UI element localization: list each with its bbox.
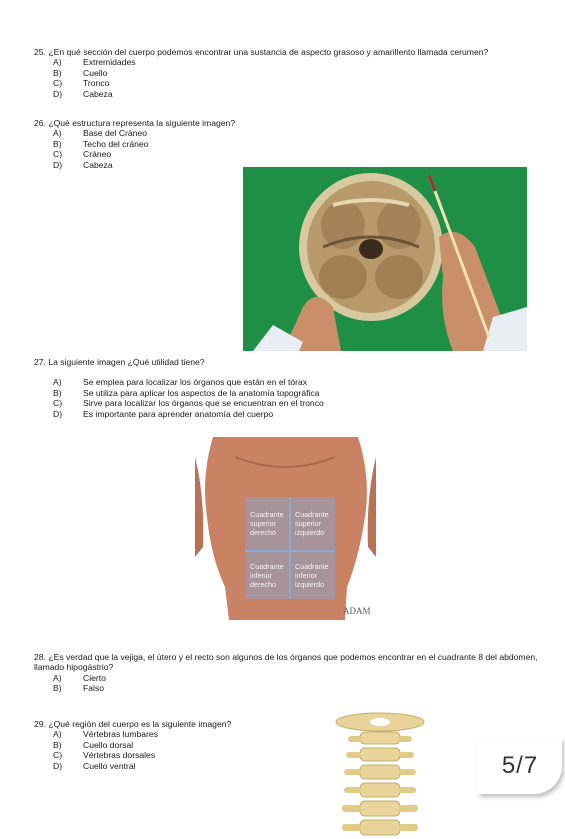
quadrant-upper-left-line2: superior bbox=[295, 519, 321, 528]
skull-base-illustration bbox=[243, 167, 527, 351]
question-27-option-c[interactable]: C) Sirve para localizar los órganos que se encuentran en el tronco bbox=[53, 398, 324, 409]
question-26-option-c[interactable]: C) Cráneo bbox=[53, 149, 112, 160]
question-26-text: 26. ¿Qué estructura representa la siguiente imagen? bbox=[34, 118, 236, 128]
question-29-option-c[interactable]: C) Vértebras dorsales bbox=[53, 750, 156, 761]
question-26-option-a[interactable]: A) Base del Cráneo bbox=[53, 128, 148, 139]
question-28 bbox=[34, 652, 544, 694]
quadrant-upper-right-line3: derecho bbox=[250, 528, 276, 537]
question-25-option-c[interactable]: C) Tronco bbox=[53, 78, 110, 89]
question-28-option-a[interactable]: A) Cierto bbox=[53, 672, 106, 683]
quadrant-lower-right-line3: derecho bbox=[250, 580, 276, 589]
question-25-option-a[interactable]: A) Extremidades bbox=[53, 57, 136, 68]
question-28-option-b[interactable]: B) Falso bbox=[53, 683, 105, 694]
quadrant-lower-left-line2: inferior bbox=[295, 571, 317, 580]
question-27-text: 27. La siguiente imagen ¿Qué utilidad tiene? bbox=[34, 357, 205, 367]
question-25-option-b[interactable]: B) Cuello bbox=[53, 67, 108, 78]
quadrant-upper-right-line2: superior bbox=[250, 519, 276, 528]
question-27-option-a[interactable]: A) Se emplea para localizar los órganos que están en el tórax bbox=[53, 377, 308, 388]
question-26 bbox=[34, 118, 235, 170]
question-25 bbox=[34, 47, 488, 99]
quadrant-lower-left-line1: Cuadrante bbox=[295, 562, 329, 571]
vertebrae-illustration bbox=[330, 712, 430, 839]
quadrant-lower-right-line2: inferior bbox=[250, 571, 272, 580]
vertebrae-svg bbox=[330, 712, 430, 839]
quadrant-upper-left-line1: Cuadrante bbox=[295, 510, 329, 519]
question-29-option-d[interactable]: D) Cuello ventral bbox=[53, 760, 136, 771]
quadrant-upper-right-line1: Cuadrante bbox=[250, 510, 284, 519]
abdomen-quadrants-svg bbox=[195, 437, 376, 620]
skull-base-photo bbox=[243, 167, 527, 351]
question-26-option-b[interactable]: B) Techo del cráneo bbox=[53, 138, 149, 149]
question-28-text: 28. ¿Es verdad que la vejiga, el útero y el recto son algunos de los órganos que podemos encontrar en el cuadrante 8 del abdomen, llamado hipogástrio? bbox=[34, 652, 538, 673]
question-29 bbox=[34, 719, 231, 771]
question-29-option-b[interactable]: B) Cuello dorsal bbox=[53, 739, 134, 750]
quadrant-lower-left-line3: izquierdo bbox=[295, 580, 325, 589]
adam-logo-text: ADAM bbox=[343, 606, 371, 616]
question-25-option-d[interactable]: D) Cabeza bbox=[53, 88, 113, 99]
question-27-option-d[interactable]: D) Es importante para aprender anatomía del cuerpo bbox=[53, 408, 274, 419]
quadrant-upper-left-line3: izquierdo bbox=[295, 528, 325, 537]
question-27-option-b[interactable]: B) Se utiliza para aplicar los aspectos de la anatomía topográfica bbox=[53, 387, 320, 398]
question-26-option-d[interactable]: D) Cabeza bbox=[53, 159, 113, 170]
abdomen-quadrants-illustration bbox=[195, 437, 376, 620]
page-number: 5/7 bbox=[478, 738, 562, 794]
question-25-text: 25. ¿En qué sección del cuerpo podemos encontrar una sustancia de aspecto grasoso y amarillento llamada cerumen? bbox=[34, 47, 489, 57]
question-27 bbox=[34, 357, 324, 419]
question-29-text: 29. ¿Qué región del cuerpo es la siguiente imagen? bbox=[34, 719, 232, 729]
question-29-option-a[interactable]: A) Vértebras lumbares bbox=[53, 729, 158, 740]
quadrant-lower-right-line1: Cuadrante bbox=[250, 562, 284, 571]
